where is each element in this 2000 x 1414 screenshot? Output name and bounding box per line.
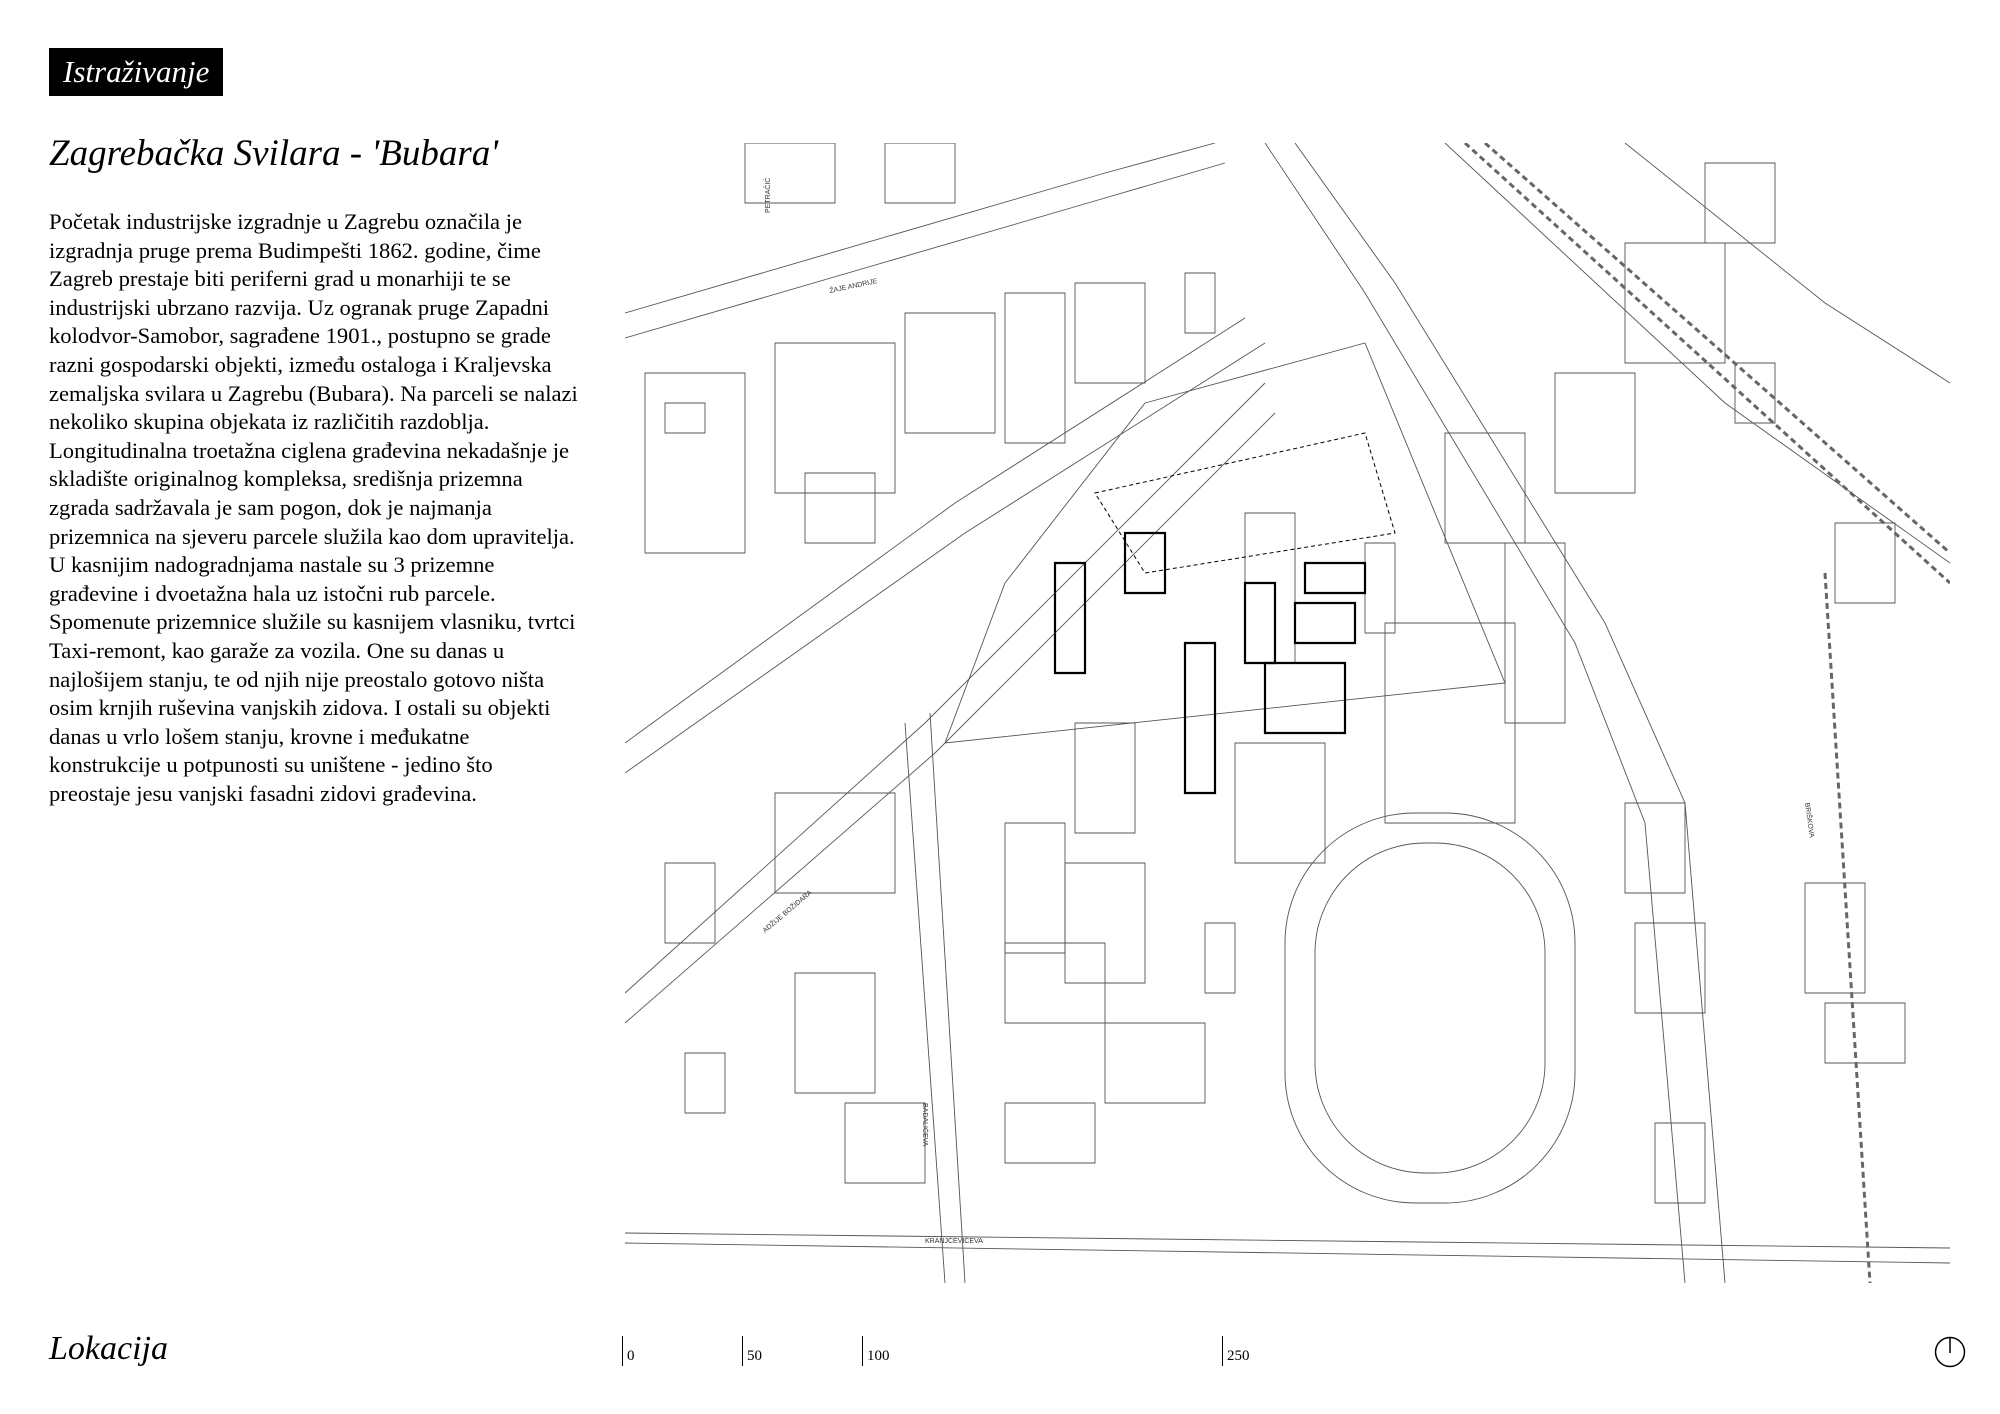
street-label-petracic: PETRAČIĆ xyxy=(765,177,772,213)
street-label-badaliceva: BADALIĆEVA xyxy=(921,1103,928,1147)
section-tag: Istraživanje xyxy=(49,48,223,96)
scale-bar xyxy=(622,1336,1302,1372)
street-label-kranjceviceva: KRANJČEVIĆEVA xyxy=(925,1238,983,1245)
site-plan-map xyxy=(625,143,1950,1283)
north-arrow-icon xyxy=(1934,1336,1966,1368)
scale-tick xyxy=(742,1336,743,1366)
page-title: Zagrebačka Svilara - 'Bubara' xyxy=(49,133,499,174)
scale-label-0: 0 xyxy=(627,1348,635,1364)
body-text: Početak industrijske izgradnje u Zagrebu označila je izgradnja pruge prema Budimpešti 1862. godine, čime Zagreb prestaje biti periferni grad u monarhiji te se industrijski ubrzano razvija. Uz ogranak pruge Zapadni kolodvor-Samobor, sagrađene 1901., postupno se grade razni gospodarski objekti, između ostaloga i Kraljevska zemaljska svilara u Zagrebu (Bubara). Na parceli se nalazi nekoliko skupina objekata iz različitih razdoblja. Longitudinalna troetažna ciglena građevina nekadašnje je skladište originalnog kompleksa, središnja prizemna zgrada sadržavala je sam pogon, dok je najmanja prizemnica na sjeveru parcele služila kao dom upravitelja. U kasnijim nadogradnjama nastale su 3 prizemne građevine i dvoetažna hala uz istočni rub parcele. Spomenute prizemnice služile su kasnijem vlasniku, tvrtci Taxi-remont, kao garaže za vozila. One su danas u najlošijem stanju, te od njih nije preostalo gotovo ništa osim krnjih ruševina vanjskih zidova. I ostali su objekti danas u vrlo lošem stanju, krovne i međukatne konstrukcije u potpunosti su uništene - jedino što preostaje jesu vanjski fasadni zidovi građevina. xyxy=(49,209,578,806)
scale-label-100: 100 xyxy=(867,1348,890,1364)
street-label-briskova: BRIŠKOVA xyxy=(1803,802,1815,839)
street-label-zaje-andrije: ŽAJE ANDRIJE xyxy=(828,277,878,295)
location-label: Lokacija xyxy=(49,1330,168,1367)
scale-tick xyxy=(1222,1336,1223,1366)
scale-label-50: 50 xyxy=(747,1348,762,1364)
street-label-adzije-bozidara: ADŽIJE BOŽIDARA xyxy=(761,889,814,935)
scale-tick xyxy=(862,1336,863,1366)
scale-label-250: 250 xyxy=(1227,1348,1250,1364)
site-plan-drawing xyxy=(625,143,1950,1283)
scale-tick xyxy=(622,1336,623,1366)
